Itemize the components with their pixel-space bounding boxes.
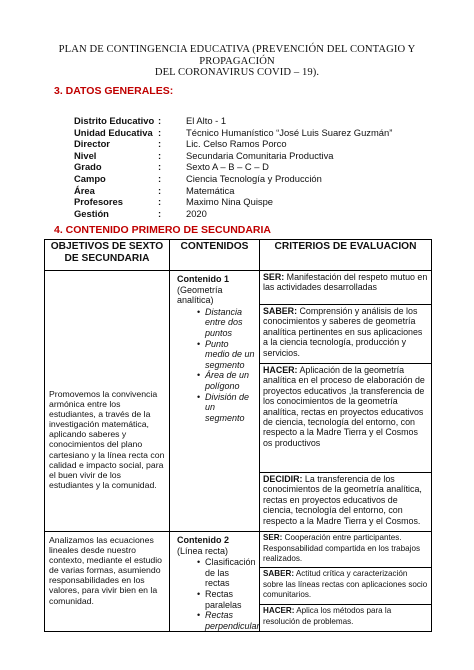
datos-value: Matemática bbox=[186, 184, 235, 196]
datos-value: Sexto A – B – C – D bbox=[186, 161, 269, 173]
datos-label: Nivel bbox=[74, 149, 97, 161]
criterio-text: Cooperación entre participantes. Responsabilidad compartida en los trabajos realizados. bbox=[263, 533, 421, 564]
table-row bbox=[45, 271, 432, 532]
datos-colon: : bbox=[158, 207, 162, 219]
criterio-saber bbox=[260, 568, 431, 605]
header-line-2: PROPAGACIÓN bbox=[199, 55, 275, 67]
table-row bbox=[45, 532, 432, 632]
datos-row-campo bbox=[74, 173, 392, 185]
objetivo-cell: Promovemos la convivencia armónica entre los estudiantes, a través de la investigación matemática, aplicando saberes y conocimientos del plano cartesiano y la línea recta con calidad e impacto social, para el buen vivir de los estudiantes y la comunidad. bbox=[45, 271, 170, 532]
criterio-text: Aplica los métodos para la resolución de problemas. bbox=[263, 606, 392, 626]
header-line-1: PLAN DE CONTINGENCIA EDUCATIVA (PREVENCIÓN DEL CONTAGIO Y bbox=[58, 44, 416, 55]
criterio-saber bbox=[260, 305, 431, 364]
header-criterios: CRITERIOS DE EVALUACION bbox=[260, 240, 432, 271]
criterio-ser bbox=[260, 271, 431, 305]
datos-generales-list bbox=[74, 115, 392, 219]
datos-row-area bbox=[74, 185, 392, 197]
datos-value: Maximo Nina Quispe bbox=[186, 196, 274, 208]
datos-colon: : bbox=[158, 126, 162, 138]
datos-colon: : bbox=[158, 149, 162, 161]
objetivo-cell: Analizamos las ecuaciones lineales desde nuestro contexto, mediante el estudio de varias formas, asumiendo responsabilidades en los valores, para vivir bien en la comunidad. bbox=[45, 532, 170, 632]
criterio-text: La transferencia de los conocimientos de la geometría analítica, rectas en proyectos educativos de ciencia, tecnología del entorno, con respecto a la Madre Tierra y el Cosmos. bbox=[263, 474, 422, 526]
datos-colon: : bbox=[158, 184, 162, 196]
datos-colon: : bbox=[158, 115, 162, 126]
datos-label: Grado bbox=[74, 161, 102, 173]
contenido-cell bbox=[170, 271, 260, 532]
list-item: • Clasificación de las rectas bbox=[177, 557, 255, 589]
contenido-subtitle: (Línea recta) bbox=[177, 545, 229, 556]
header-objetivos: OBJETIVOS DE SEXTO DE SECUNDARIA bbox=[45, 240, 170, 271]
datos-colon: : bbox=[158, 138, 162, 150]
datos-value: Técnico Humanístico “José Luis Suarez Guzmán” bbox=[186, 126, 393, 138]
criterio-hacer bbox=[260, 364, 431, 473]
datos-row-gestion bbox=[74, 208, 392, 220]
datos-value: El Alto - 1 bbox=[186, 115, 227, 126]
datos-label: Campo bbox=[74, 172, 106, 184]
list-item: • Rectas perpendicular bbox=[177, 610, 255, 631]
datos-row-profesores bbox=[74, 196, 392, 208]
datos-row-grado bbox=[74, 161, 392, 173]
datos-value: Ciencia Tecnología y Producción bbox=[186, 172, 322, 184]
datos-label: Área bbox=[74, 184, 95, 196]
list-item: • Área de un polígono bbox=[177, 370, 255, 391]
criterio-tag: SER: bbox=[263, 533, 283, 542]
contenido-subtitle: (Geometría analítica) bbox=[177, 284, 223, 306]
datos-label: Distrito Educativo bbox=[74, 115, 155, 126]
table-header-row bbox=[45, 240, 432, 271]
datos-row-nivel bbox=[74, 150, 392, 162]
datos-label: Unidad Educativa bbox=[74, 126, 153, 138]
criterio-text: Actitud crítica y caracterización sobre las líneas rectas con aplicaciones socio comunitarios. bbox=[263, 569, 428, 600]
criterios-cell bbox=[260, 271, 432, 532]
datos-label: Profesores bbox=[74, 196, 123, 208]
datos-value: Lic. Celso Ramos Porco bbox=[186, 138, 287, 150]
datos-row-director bbox=[74, 138, 392, 150]
contenido-list bbox=[177, 307, 255, 424]
criterio-tag: SABER: bbox=[263, 306, 298, 316]
datos-colon: : bbox=[158, 196, 162, 208]
criterio-tag: HACER: bbox=[263, 606, 295, 615]
contenido-list bbox=[177, 557, 260, 631]
datos-colon: : bbox=[158, 161, 162, 173]
datos-value: Secundaria Comunitaria Productiva bbox=[186, 149, 334, 161]
criterio-decidir bbox=[260, 473, 431, 531]
list-item: • Rectas paralelas bbox=[177, 589, 255, 610]
header-line-3: DEL CORONAVIRUS COVID – 19). bbox=[154, 67, 320, 78]
list-item: • División de un segmento bbox=[177, 392, 255, 424]
header-contenidos: CONTENIDOS bbox=[170, 240, 260, 271]
section-datos-generales-title: 3. DATOS GENERALES: bbox=[54, 85, 174, 97]
criterio-ser bbox=[260, 532, 431, 568]
criterio-tag: DECIDIR: bbox=[263, 474, 303, 484]
criterio-hacer bbox=[260, 605, 431, 629]
datos-row-distrito bbox=[74, 115, 392, 127]
contenido-title: Contenido 1 bbox=[177, 274, 229, 284]
section-contenido-title: 4. CONTENIDO PRIMERO DE SECUNDARIA bbox=[54, 224, 272, 236]
criterio-text: Manifestación del respeto mutuo en las actividades desarrolladas bbox=[263, 272, 428, 293]
datos-row-unidad bbox=[74, 127, 392, 139]
contenido-cell bbox=[170, 532, 260, 632]
datos-value: 2020 bbox=[186, 207, 207, 219]
criterios-cell bbox=[260, 532, 432, 632]
datos-label: Director bbox=[74, 138, 110, 150]
criterio-tag: SABER: bbox=[263, 569, 295, 578]
criterio-tag: HACER: bbox=[263, 365, 298, 375]
criterio-text: Comprensión y análisis de los conocimientos y saberes de geometría analítica pertinentes en sus aplicaciones a la ciencia tecnología, producción y servicios. bbox=[263, 306, 423, 358]
criterio-text: Aplicación de la geometría analítica en el proceso de elaboración de proyectos educativos ,la transferencia de los conocimientos de la geometría analítica, rectas en proyectos educativos de ciencia, tecnología del entorno, con respecto a la Madre Tierra y el Cosmos os productivos bbox=[263, 365, 425, 448]
datos-label: Gestión bbox=[74, 207, 109, 219]
criterio-tag: SER: bbox=[263, 272, 285, 282]
datos-colon: : bbox=[158, 172, 162, 184]
list-item: • Punto medio de un segmento bbox=[177, 339, 255, 371]
curriculum-table bbox=[44, 239, 432, 632]
contenido-title: Contenido 2 bbox=[177, 535, 229, 545]
list-item: • Distancia entre dos puntos bbox=[177, 307, 255, 339]
document-header bbox=[30, 44, 444, 79]
